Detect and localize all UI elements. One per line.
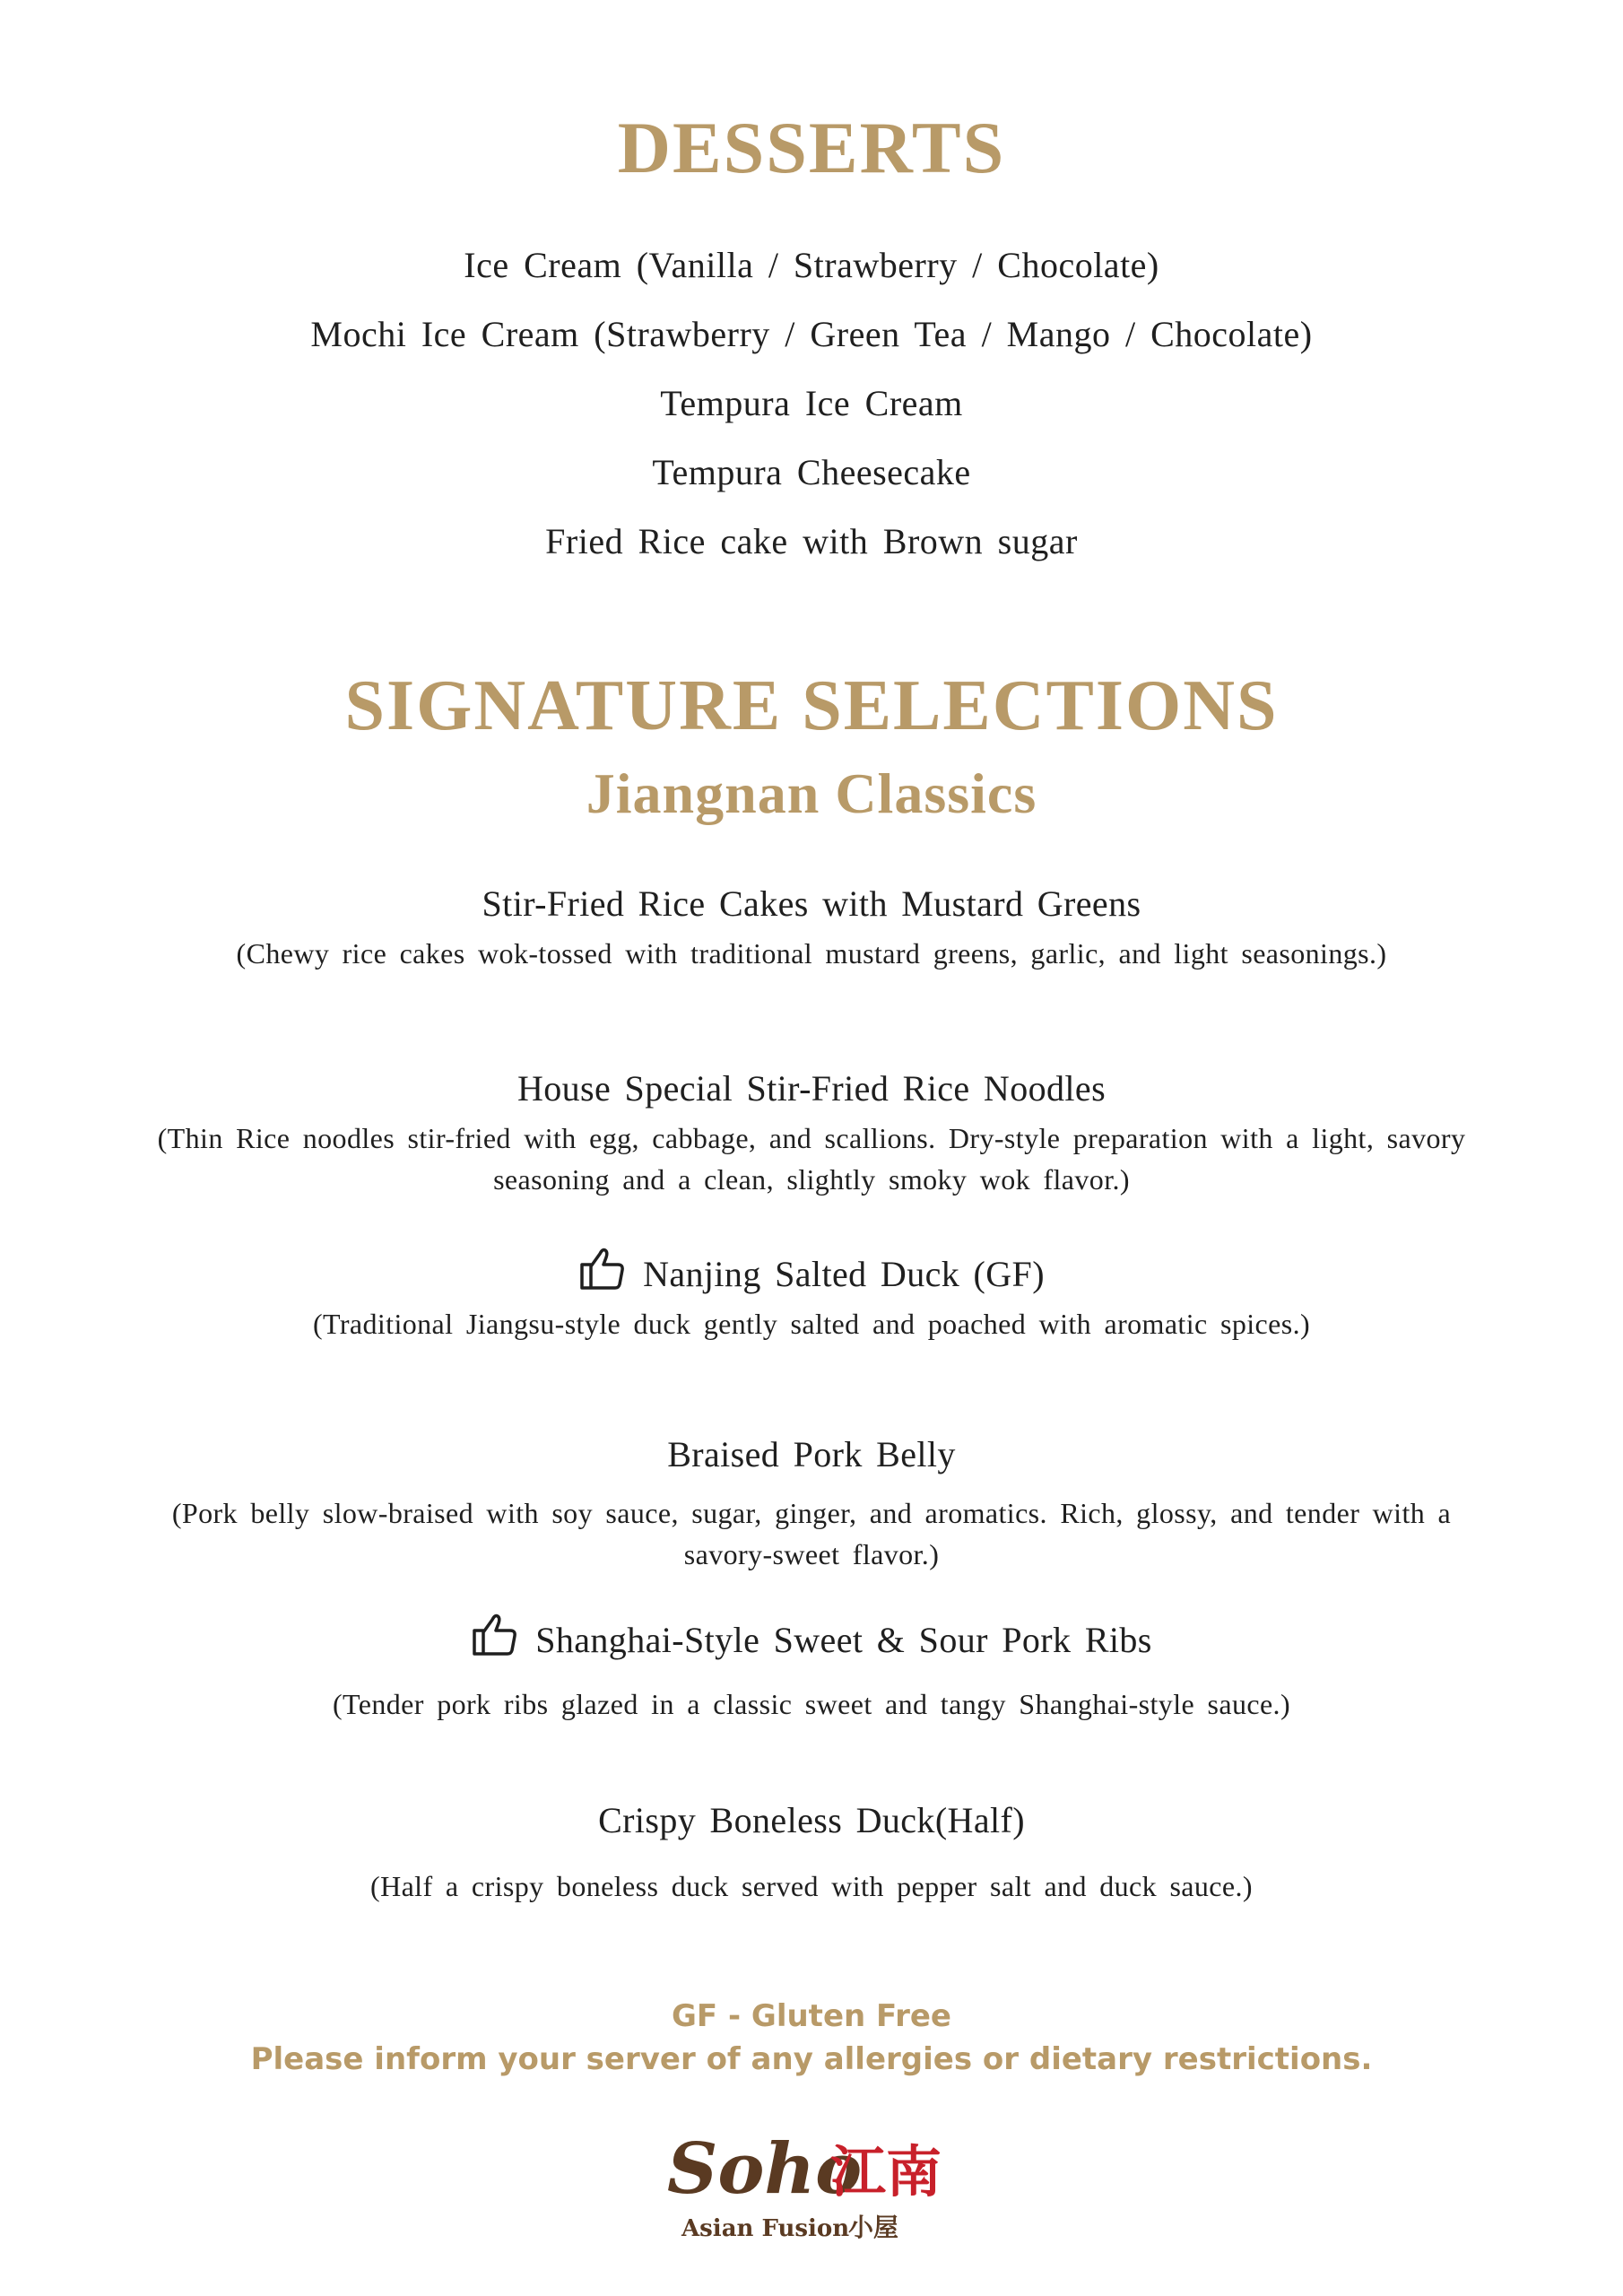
item-description: (Half a crispy boneless duck served with pepper salt and duck sauce.) <box>370 1870 1253 1902</box>
dessert-item: Mochi Ice Cream (Strawberry / Green Tea / Mango / Chocolate) <box>310 314 1313 354</box>
logo-tagline: Asian Fusion <box>681 2215 850 2242</box>
logo-mark <box>664 2121 968 2247</box>
desserts-heading: DESSERTS <box>617 107 1006 188</box>
item-name: Crispy Boneless Duck(Half) <box>598 1800 1025 1840</box>
item-name: Nanjing Salted Duck (GF) <box>643 1254 1045 1294</box>
dessert-item: Tempura Ice Cream <box>660 383 963 423</box>
menu-item <box>126 1064 1497 1200</box>
menu-item <box>126 1796 1497 1907</box>
thumbs-up-icon <box>471 1611 521 1657</box>
item-description: (Tender pork ribs glazed in a classic sweet and tangy Shanghai-style sauce.) <box>332 1688 1291 1720</box>
item-name: House Special Stir-Fried Rice Noodles <box>516 1068 1107 1109</box>
dessert-item: Tempura Cheesecake <box>652 452 971 492</box>
item-name-row <box>126 1245 1497 1300</box>
item-description: (Traditional Jiangsu-style duck gently salted and poached with aromatic spices.) <box>312 1308 1311 1340</box>
allergy-note: Please inform your server of any allergies or dietary restrictions. <box>250 2041 1373 2077</box>
item-name: Stir-Fried Rice Cakes with Mustard Greens <box>482 883 1141 924</box>
logo-brand-text: Soho <box>667 2128 863 2210</box>
item-description: (Chewy rice cakes wok-tossed with traditional mustard greens, garlic, and light seasonings.) <box>236 937 1387 970</box>
dessert-item: Ice Cream (Vanilla / Strawberry / Chocolate) <box>464 245 1159 285</box>
item-name: Braised Pork Belly <box>667 1434 956 1474</box>
item-name-row <box>126 1611 1497 1665</box>
menu-item <box>126 1611 1497 1725</box>
logo-tagline-chinese: 小屋 <box>848 2213 899 2242</box>
signature-subheading: Jiangnan Classics <box>586 761 1037 825</box>
dessert-item: Fried Rice cake with Brown sugar <box>545 521 1078 561</box>
desserts-list <box>0 235 1623 580</box>
menu-item <box>126 1245 1497 1344</box>
item-name: Shanghai-Style Sweet & Sour Pork Ribs <box>535 1620 1152 1660</box>
logo-chinese-name: 江南 <box>830 2139 942 2205</box>
gluten-free-note: GF - Gluten Free <box>672 1998 951 2034</box>
item-description: (Pork belly slow-braised with soy sauce, sugar, ginger, and aromatics. Rich, glossy, and tender with a savory-sweet flavor.) <box>171 1497 1452 1570</box>
menu-item <box>126 1430 1497 1575</box>
signature-heading: SIGNATURE SELECTIONS <box>344 666 1279 745</box>
restaurant-logo <box>664 2121 968 2247</box>
menu-item <box>126 879 1497 974</box>
thumbs-up-icon <box>578 1245 629 1292</box>
item-description: (Thin Rice noodles stir-fried with egg, cabbage, and scallions. Dry-style preparation with a light, savory seasoning and a clean, slightly smoky wok flavor.) <box>157 1122 1466 1196</box>
